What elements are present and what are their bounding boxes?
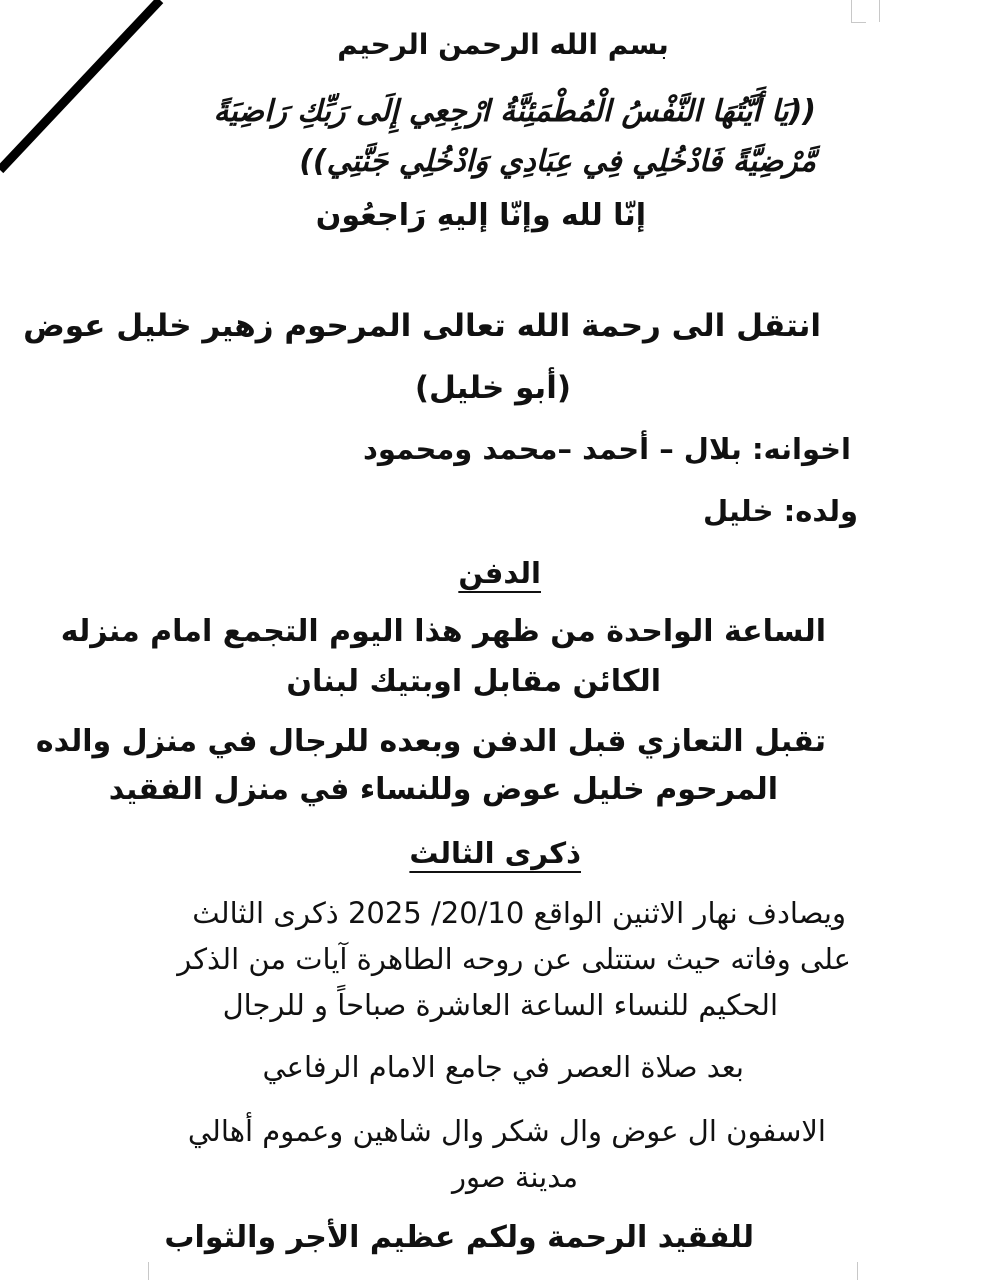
third-day-line-1: ويصادف نهار الاثنين الواقع 20/10/ 2025 ذكرى الثالث [192,896,846,930]
mourners-line-2: مدينة صور [452,1160,578,1194]
condolences-line-1: تقبل التعازي قبل الدفن وبعده للرجال في منزل والده [35,724,826,759]
son-name: ولده: خليل [703,494,858,528]
quran-verse-line-2: مَّرْضِيَّةً فَادْخُلِي فِي عِبَادِي وَادْخُلِي جَنَّتِي)) [299,144,816,179]
istirja-phrase: إنّا لله وإنّا إليهِ رَاجعُون [315,198,646,233]
closing-condolence: للفقيد الرحمة ولكم عظيم الأجر والثواب [164,1220,754,1255]
page-corner-mark [857,1262,858,1280]
brothers-list: اخوانه: بلال – أحمد –محمد ومحمود [362,432,851,466]
death-announcement: انتقل الى رحمة الله تعالى المرحوم زهير خليل عوض [23,308,821,344]
burial-line-2: الكائن مقابل اوبتيك لبنان [286,664,661,699]
deceased-nickname: (أبو خليل) [414,370,571,406]
page-corner-mark [879,0,880,22]
third-day-line-2: على وفاته حيث ستتلى عن روحه الطاهرة آيات من الذكر [177,942,851,976]
mourners-line-1: الاسفون ال عوض وال شكر وال شاهين وعموم أهالي [187,1114,826,1148]
third-day-line-3: الحكيم للنساء الساعة العاشرة صباحاً و للرجال [222,988,778,1022]
basmala: بسم الله الرحمن الرحيم [337,28,669,61]
black-mourning-ribbon-icon [0,0,170,180]
page-corner-mark [148,1262,149,1280]
burial-line-1: الساعة الواحدة من ظهر هذا اليوم التجمع امام منزله [60,614,826,649]
burial-heading: الدفن [458,556,541,590]
condolences-line-2: المرحوم خليل عوض وللنساء في منزل الفقيد [108,772,778,807]
page-corner-mark [851,0,866,23]
third-day-heading: ذكرى الثالث [409,836,581,870]
third-day-line-4: بعد صلاة العصر في جامع الامام الرفاعي [262,1050,744,1084]
quran-verse-line-1: ((يَا أَيَّتُهَا النَّفْسُ الْمُطْمَئِنَّةُ ارْجِعِي إِلَى رَبِّكِ رَاضِيَةً [213,94,816,129]
